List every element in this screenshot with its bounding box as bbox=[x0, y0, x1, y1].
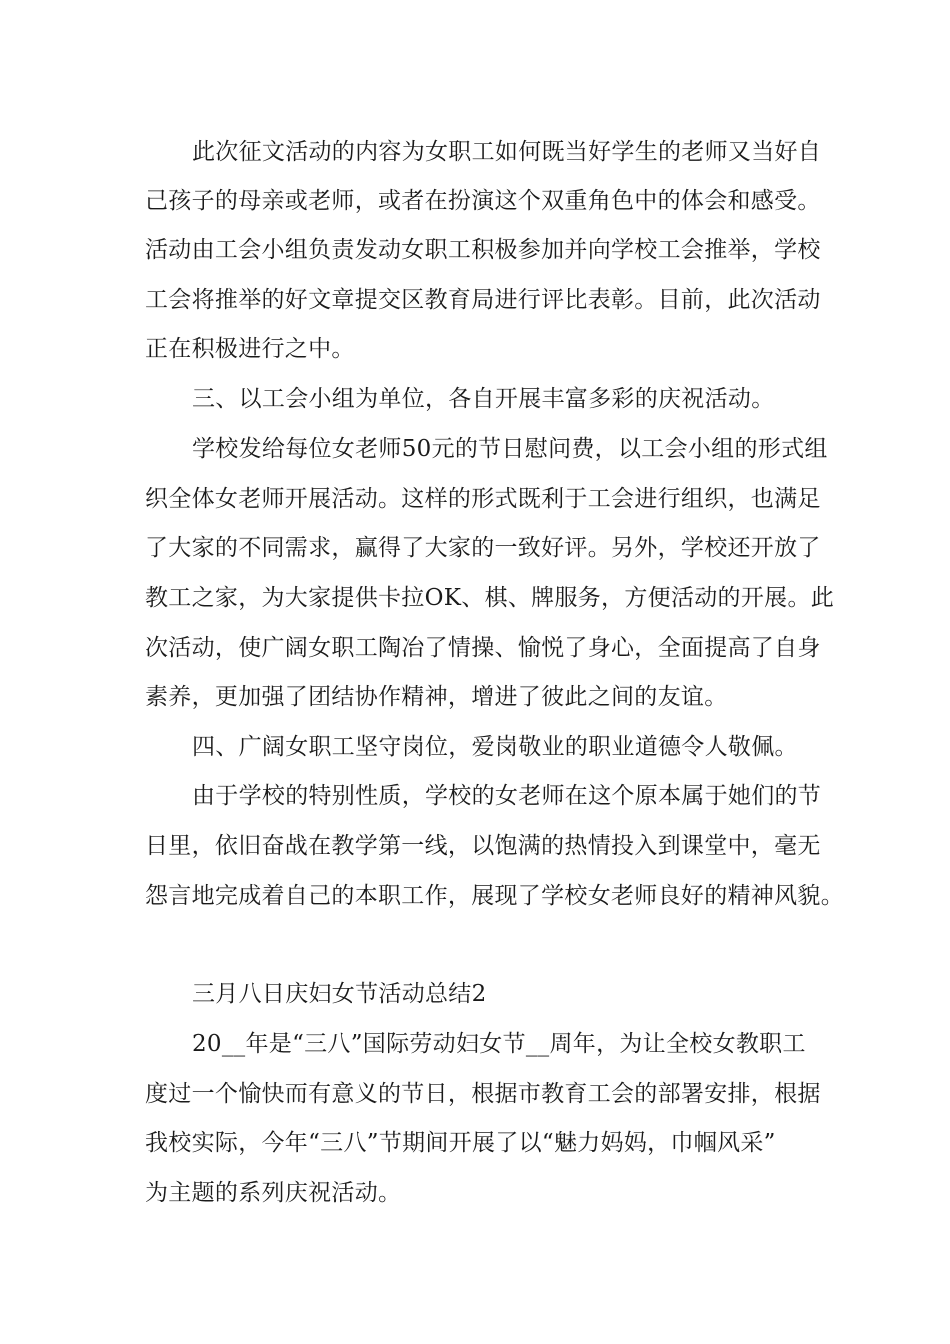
paragraph-line: 此次征文活动的内容为女职工如何既当好学生的老师又当好自 bbox=[192, 139, 822, 165]
paragraph-line: 了大家的不同需求，赢得了大家的一致好评。另外，学校还开放了 bbox=[145, 535, 821, 561]
paragraph-line: 己孩子的母亲或老师，或者在扮演这个双重角色中的体会和感受。 bbox=[145, 188, 821, 214]
paragraph-line: 由于学校的特别性质，学校的女老师在这个原本属于她们的节 bbox=[192, 783, 822, 809]
paragraph-line: 织全体女老师开展活动。这样的形式既利于工会进行组织，也满足 bbox=[145, 486, 821, 512]
section-title: 三月八日庆妇女节活动总结2 bbox=[192, 981, 487, 1007]
paragraph-line: 学校发给每位女老师50元的节日慰问费，以工会小组的形式组 bbox=[192, 436, 828, 462]
section-heading: 四、广阔女职工坚守岗位，爱岗敬业的职业道德令人敬佩。 bbox=[192, 734, 798, 760]
paragraph-line: 度过一个愉快而有意义的节日，根据市教育工会的部署安排，根据 bbox=[145, 1081, 821, 1107]
paragraph-line: 20__年是“三八”国际劳动妇女节__周年，为让全校女教职工 bbox=[192, 1031, 806, 1057]
paragraph-line: 素养，更加强了团结协作精神，增进了彼此之间的友谊。 bbox=[145, 684, 728, 710]
paragraph-line: 为主题的系列庆祝活动。 bbox=[145, 1180, 402, 1206]
paragraph-line: 工会将推举的好文章提交区教育局进行评比表彰。目前，此次活动 bbox=[145, 287, 821, 313]
section-heading: 三、以工会小组为单位，各自开展丰富多彩的庆祝活动。 bbox=[192, 386, 775, 412]
paragraph-line: 正在积极进行之中。 bbox=[145, 336, 355, 362]
paragraph-line: 活动由工会小组负责发动女职工积极参加并向学校工会推举，学校 bbox=[145, 237, 821, 263]
paragraph-line: 教工之家，为大家提供卡拉OK、棋、牌服务，方便活动的开展。此 bbox=[145, 585, 835, 611]
paragraph-line: 次活动，使广阔女职工陶冶了情操、愉悦了身心，全面提高了自身 bbox=[145, 635, 821, 661]
paragraph-line: 日里，依旧奋战在教学第一线，以饱满的热情投入到课堂中，毫无 bbox=[145, 833, 821, 859]
paragraph-line: 怨言地完成着自己的本职工作，展现了学校女老师良好的精神风貌。 bbox=[145, 883, 844, 909]
paragraph-line: 我校实际，今年“三八”节期间开展了以“魅力妈妈，巾帼风采” bbox=[145, 1130, 776, 1156]
